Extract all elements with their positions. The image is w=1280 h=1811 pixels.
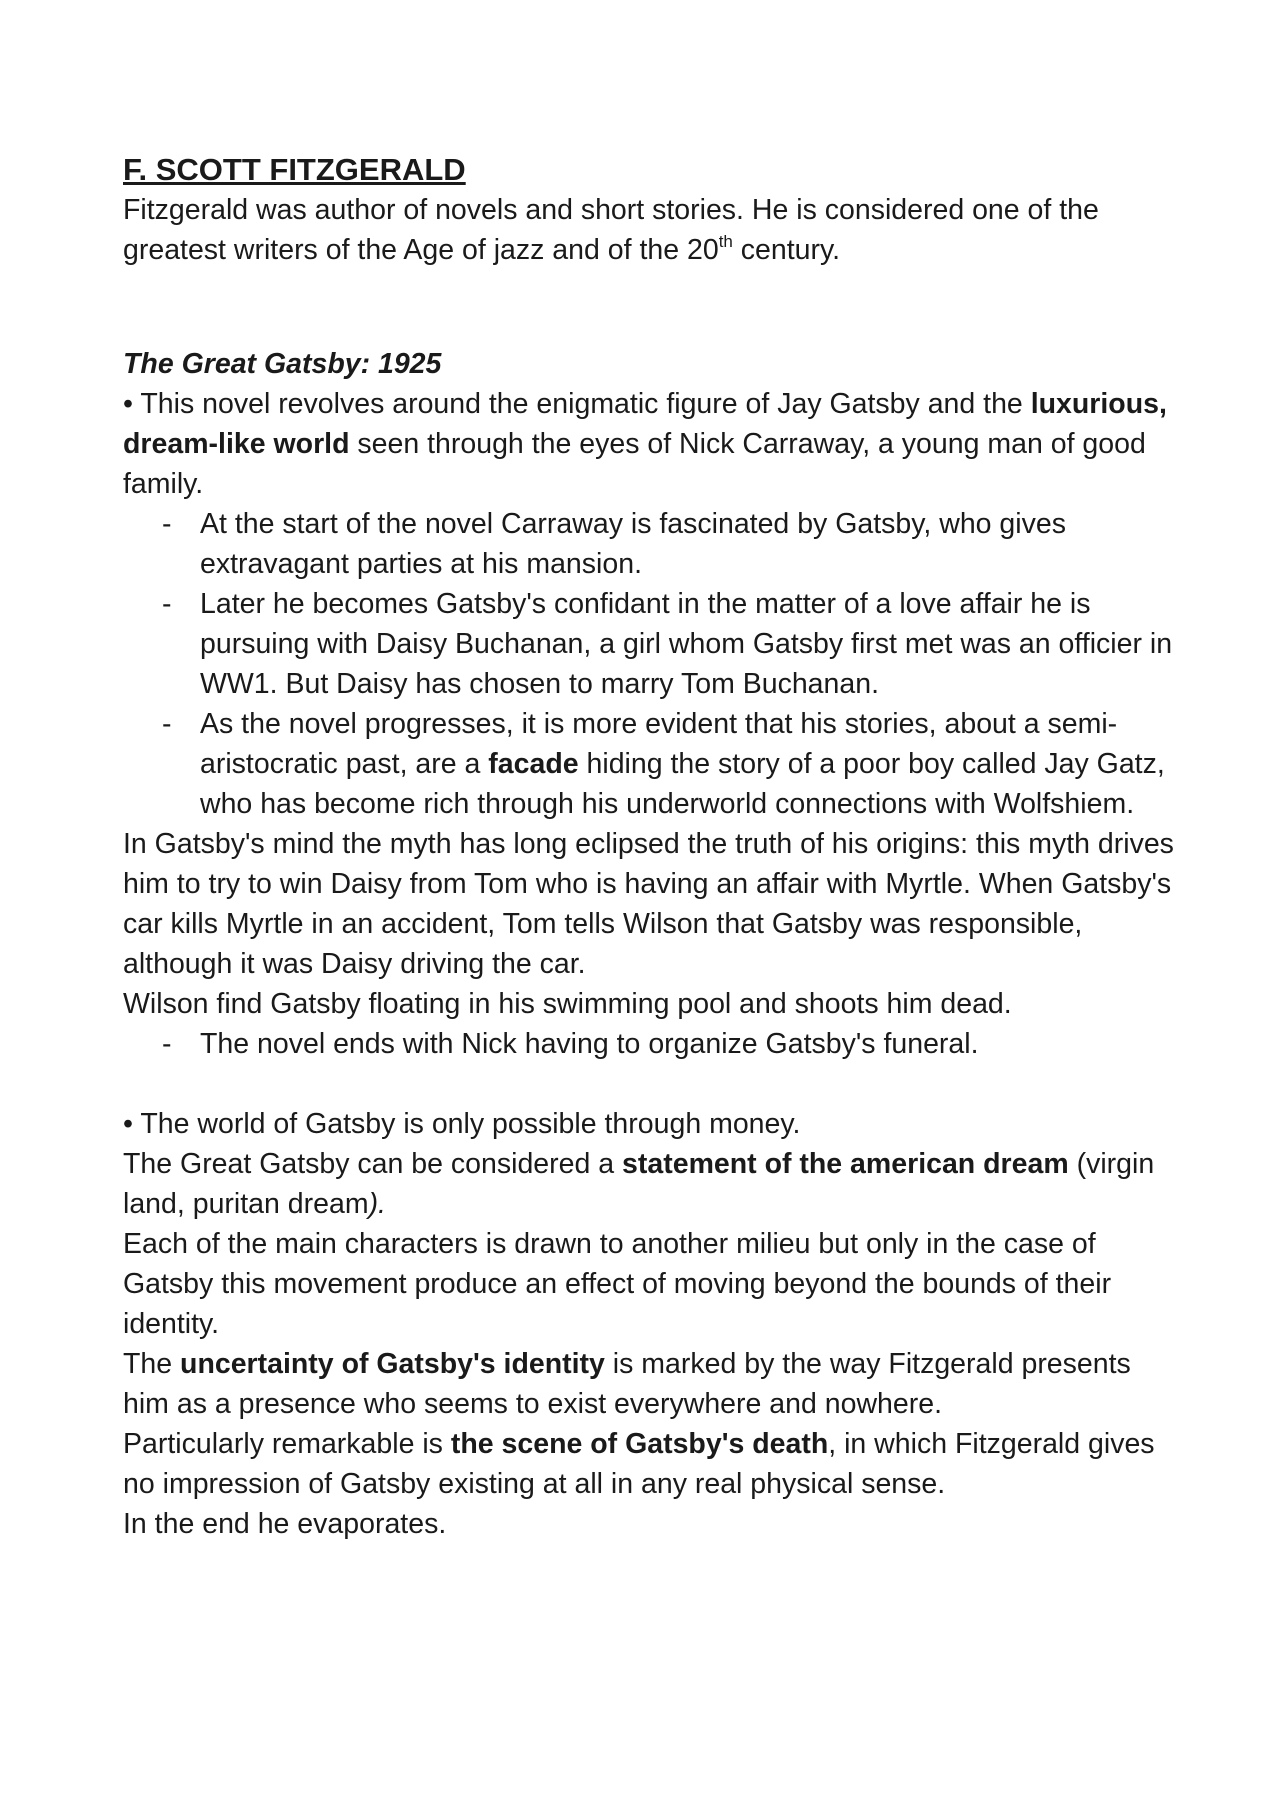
list-item-text: At the start of the novel Carraway is fascinated by Gatsby, who gives extravagant parties at his mansion. — [200, 508, 1066, 580]
identity-paragraph — [123, 1344, 1183, 1424]
identity-bold-text: uncertainty of Gatsby's identity — [180, 1348, 605, 1380]
dash-list — [123, 504, 1183, 824]
dream-text-end: (virgin land, puritan dream — [123, 1148, 1155, 1220]
intro-superscript: th — [718, 231, 733, 251]
wilson-paragraph: Wilson find Gatsby floating in his swimming pool and shoots him dead. — [123, 988, 1012, 1020]
death-text: Particularly remarkable is — [123, 1428, 451, 1460]
bullet-bold-text: luxurious, dream-like world — [123, 388, 1167, 460]
list-item-text-end: hiding the story of a poor boy called Jay Gatz, who has become rich through his underworld connections with Wolfshiem. — [200, 748, 1165, 820]
bullet-paragraph-money: • The world of Gatsby is only possible through money. — [123, 1108, 801, 1140]
identity-text-end: is marked by the way Fitzgerald presents him as a presence who seems to exist everywhere and nowhere. — [123, 1348, 1131, 1420]
death-bold-text: the scene of Gatsby's death — [450, 1428, 829, 1460]
bullet-text-end: seen through the eyes of Nick Carraway, a young man of good family. — [123, 428, 1146, 500]
myth-paragraph: In Gatsby's mind the myth has long eclipsed the truth of his origins: this myth drives him to try to win Daisy from Tom who is having an affair with Myrtle. When Gatsby's car kills Myrtle in an accident, Tom tells Wilson that Gatsby was responsible, although it was Daisy driving the car. — [123, 828, 1174, 980]
identity-text: The — [123, 1348, 181, 1380]
end-paragraph: In the end he evaporates. — [123, 1508, 447, 1540]
list-item — [123, 1024, 1183, 1064]
list-item-text: As the novel progresses, it is more evident that his stories, about a semi-aristocratic past, are a — [200, 708, 1118, 780]
list-item — [123, 504, 1183, 584]
section-title: The Great Gatsby: 1925 — [123, 348, 442, 380]
list-item-text: The novel ends with Nick having to organize Gatsby's funeral. — [200, 1028, 979, 1060]
bullet-paragraph — [123, 384, 1183, 504]
dash-marker: - — [162, 508, 172, 540]
spacer — [123, 310, 1183, 344]
intro-text-end: century. — [732, 234, 841, 266]
dream-text: The Great Gatsby can be considered a — [123, 1148, 623, 1180]
spacer — [123, 1064, 1183, 1104]
bullet-text: • This novel revolves around the enigmatic figure of Jay Gatsby and the — [123, 388, 1031, 420]
page-title: F. SCOTT FITZGERALD — [123, 152, 466, 187]
milieu-paragraph: Each of the main characters is drawn to another milieu but only in the case of Gatsby this movement produce an effect of moving beyond the bounds of their identity. — [123, 1228, 1112, 1340]
dash-list-final — [123, 1024, 1183, 1064]
death-paragraph — [123, 1424, 1183, 1504]
list-item — [123, 704, 1183, 824]
death-text-end: , in which Fitzgerald gives no impression of Gatsby existing at all in any real physical sense. — [123, 1428, 1155, 1500]
list-item-text: Later he becomes Gatsby's confidant in the matter of a love affair he is pursuing with Daisy Buchanan, a girl whom Gatsby first met was an officier in WW1. But Daisy has chosen to marry Tom Buchanan. — [200, 588, 1173, 700]
dash-marker: - — [162, 588, 172, 620]
dream-italic-text: ). — [368, 1188, 386, 1220]
dream-bold-text: statement of the american dream — [622, 1148, 1069, 1180]
intro-text: Fitzgerald was author of novels and short stories. He is considered one of the greatest writers of the Age of jazz and of the 20 — [123, 194, 1099, 266]
spacer — [123, 270, 1183, 310]
list-item — [123, 584, 1183, 704]
document-page — [123, 150, 1183, 1544]
list-item-bold-text: facade — [488, 748, 579, 780]
dream-paragraph — [123, 1144, 1183, 1224]
intro-paragraph — [123, 190, 1183, 270]
dash-marker: - — [162, 1028, 172, 1060]
dash-marker: - — [162, 708, 172, 740]
